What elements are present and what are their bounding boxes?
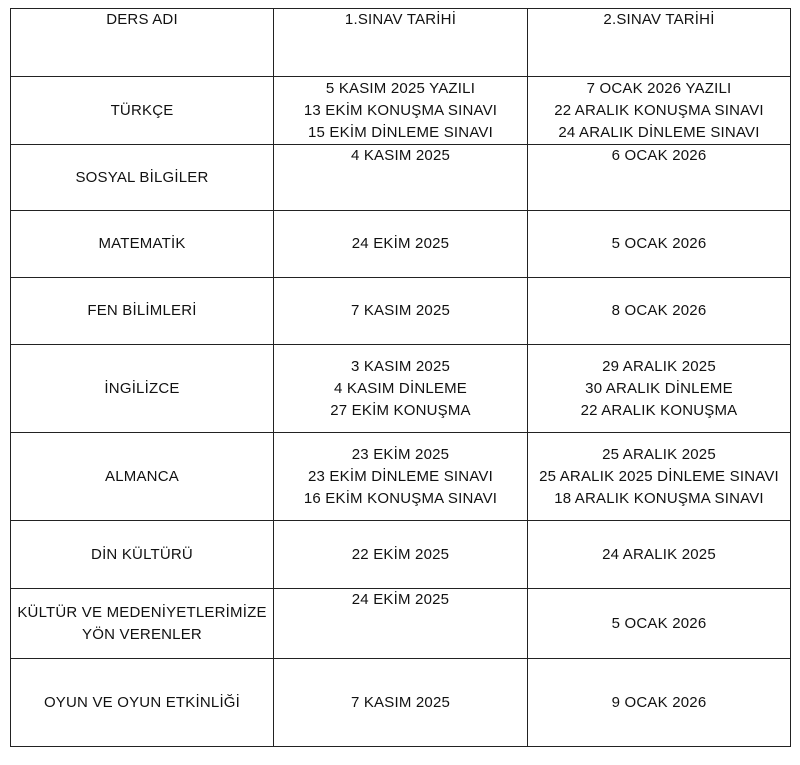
- exam-date: 15 EKİM DİNLEME SINAVI: [307, 123, 493, 141]
- exam-date: 4 KASIM 2025: [350, 147, 451, 164]
- exam2-cell: [528, 521, 791, 589]
- table-row: [11, 345, 791, 433]
- exam1-cell: [274, 659, 528, 747]
- table-row: [11, 521, 791, 589]
- exam1-cell: [274, 278, 528, 345]
- subject-cell: [11, 521, 274, 589]
- header-subject: DERS ADI: [11, 9, 274, 77]
- header-exam1: 1.SINAV TARİHİ: [274, 9, 528, 77]
- exam-date: 22 ARALIK KONUŞMA: [580, 401, 738, 419]
- exam1-cell: [274, 211, 528, 278]
- exam2-cell: [528, 433, 791, 521]
- table-header-row: [11, 9, 791, 77]
- exam-date: 24 EKİM 2025: [351, 235, 450, 252]
- exam-date: 25 ARALIK 2025 DİNLEME SINAVI: [539, 467, 779, 485]
- exam-date: 5 OCAK 2026: [611, 614, 707, 632]
- exam-schedule-table: [10, 8, 791, 747]
- exam-date: 24 ARALIK DİNLEME SINAVI: [558, 123, 760, 141]
- table-row: [11, 145, 791, 211]
- exam-date: 6 OCAK 2026: [611, 147, 707, 164]
- exam-date: 3 KASIM 2025: [350, 357, 451, 375]
- table-row: [11, 278, 791, 345]
- table-row: [11, 77, 791, 145]
- exam-date: 29 ARALIK 2025: [602, 357, 716, 375]
- exam1-cell: [274, 589, 528, 659]
- subject-name: TÜRKÇE: [110, 101, 174, 119]
- exam-date: 7 KASIM 2025: [350, 302, 451, 319]
- exam2-cell: [528, 211, 791, 278]
- exam1-cell: [274, 145, 528, 211]
- exam-date: 7 KASIM 2025: [350, 693, 451, 711]
- header-exam2: 2.SINAV TARİHİ: [528, 9, 791, 77]
- subject-name: ALMANCA: [105, 467, 179, 485]
- exam-date: 8 OCAK 2026: [611, 302, 707, 319]
- subject-name: FEN BİLİMLERİ: [87, 302, 197, 319]
- exam2-cell: [528, 589, 791, 659]
- exam-date: 13 EKİM KONUŞMA SINAVI: [303, 101, 498, 119]
- subject-cell: [11, 659, 274, 747]
- subject-cell: [11, 77, 274, 145]
- subject-cell: [11, 145, 274, 211]
- exam2-cell: [528, 659, 791, 747]
- exam-date: 30 ARALIK DİNLEME: [585, 379, 733, 397]
- exam1-cell: [274, 77, 528, 145]
- subject-name: MATEMATİK: [98, 235, 186, 252]
- table-row: [11, 211, 791, 278]
- exam-date: 4 KASIM DİNLEME: [333, 379, 468, 397]
- subject-cell: [11, 433, 274, 521]
- exam-date: 5 OCAK 2026: [611, 235, 707, 252]
- subject-cell: [11, 345, 274, 433]
- exam-date: 5 KASIM 2025 YAZILI: [325, 79, 476, 97]
- exam-date: 9 OCAK 2026: [611, 693, 707, 711]
- exam-date: 23 EKİM DİNLEME SINAVI: [307, 467, 493, 485]
- table-row: [11, 589, 791, 659]
- exam-date: 27 EKİM KONUŞMA: [330, 401, 471, 419]
- subject-name: OYUN VE OYUN ETKİNLİĞİ: [43, 693, 241, 711]
- exam2-cell: [528, 345, 791, 433]
- subject-cell: [11, 278, 274, 345]
- exam2-cell: [528, 145, 791, 211]
- exam-date: 22 EKİM 2025: [351, 545, 450, 563]
- exam2-cell: [528, 77, 791, 145]
- subject-name: YÖN VERENLER: [82, 625, 202, 643]
- subject-cell: [11, 589, 274, 659]
- exam2-cell: [528, 278, 791, 345]
- exam-date: 25 ARALIK 2025: [602, 445, 716, 463]
- subject-name: DİN KÜLTÜRÜ: [91, 545, 193, 563]
- exam-date: 22 ARALIK KONUŞMA SINAVI: [554, 101, 764, 119]
- subject-cell: [11, 211, 274, 278]
- subject-name: SOSYAL BİLGİLER: [75, 168, 209, 186]
- table-row: [11, 659, 791, 747]
- exam-date: 16 EKİM KONUŞMA SINAVI: [303, 489, 498, 507]
- exam-date: 24 EKİM 2025: [351, 591, 450, 608]
- table-row: [11, 433, 791, 521]
- subject-name: İNGİLİZCE: [104, 379, 180, 397]
- exam-date: 18 ARALIK KONUŞMA SINAVI: [554, 489, 764, 507]
- exam-date: 24 ARALIK 2025: [602, 545, 716, 563]
- exam1-cell: [274, 521, 528, 589]
- exam-date: 23 EKİM 2025: [351, 445, 450, 463]
- subject-name: KÜLTÜR VE MEDENİYETLERİMİZE: [17, 603, 267, 621]
- exam-date: 7 OCAK 2026 YAZILI: [586, 79, 732, 97]
- exam1-cell: [274, 433, 528, 521]
- exam1-cell: [274, 345, 528, 433]
